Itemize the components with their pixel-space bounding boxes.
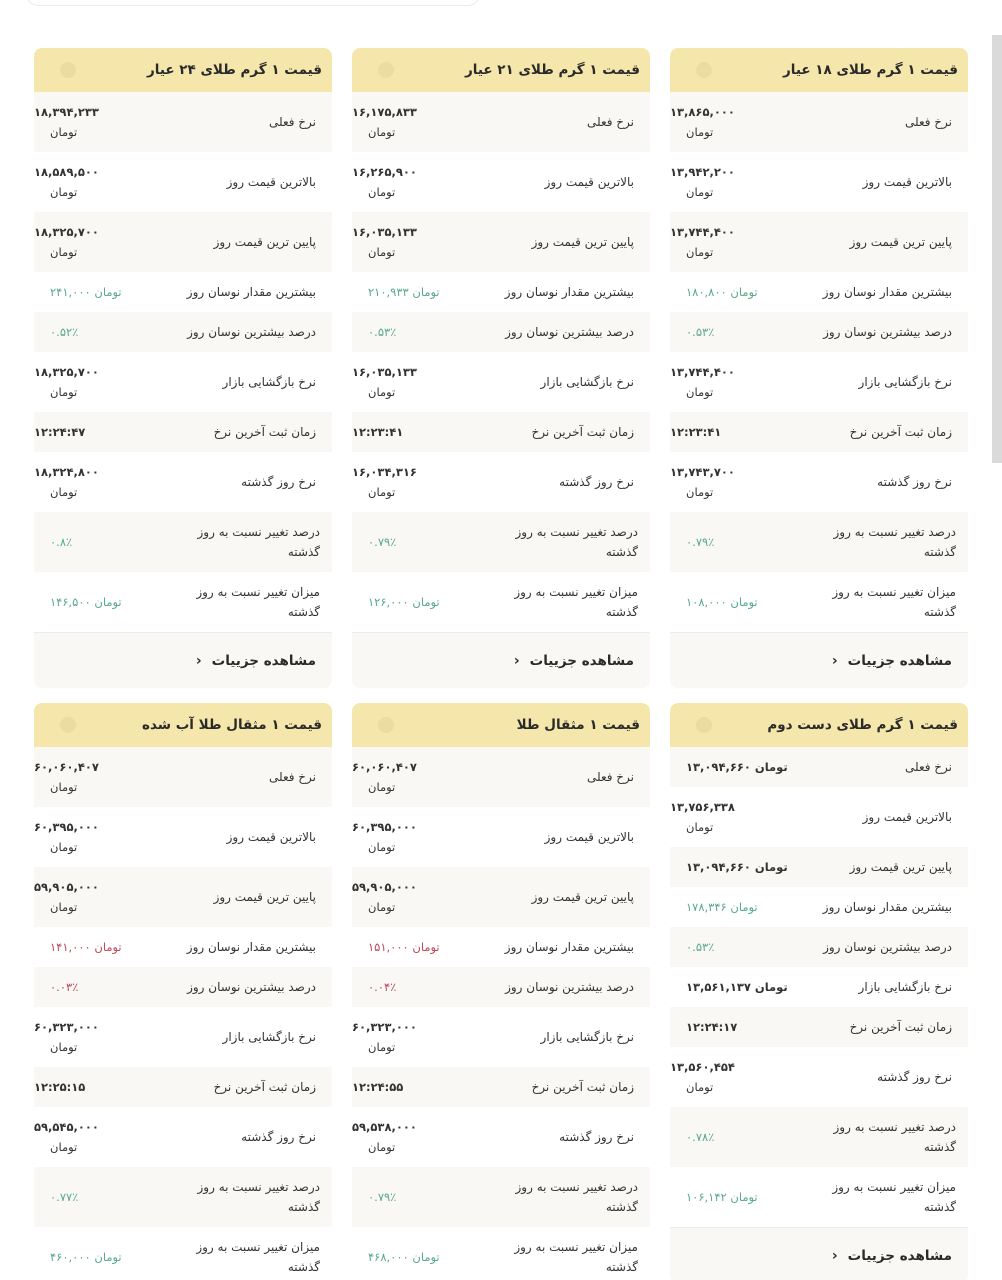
- value-open: ۱۳,۷۴۴,۴۰۰ تومان: [670, 365, 735, 399]
- value-last-time: ۱۲:۲۴:۱۷: [686, 1020, 738, 1034]
- scrollbar-thumb[interactable]: [992, 35, 1002, 463]
- label-low: پایین ترین قیمت روز: [213, 890, 316, 904]
- card-header: [352, 48, 650, 92]
- price-card-18k: [670, 48, 968, 688]
- value-max-swing: ۱۴۱,۰۰۰ تومان: [50, 940, 122, 954]
- value-change-amt: ۱۲۶,۰۰۰ تومان: [368, 595, 440, 609]
- row-max-swing: [670, 272, 968, 312]
- label-last-time: زمان ثبت آخرین نرخ: [531, 1080, 634, 1094]
- label-prev: نرخ روز گذشته: [559, 475, 634, 489]
- value-last-time: ۱۲:۲۳:۴۱: [352, 425, 404, 439]
- value-change-pct: ۰.۸٪: [50, 535, 73, 549]
- label-open: نرخ بازگشایی بازار: [858, 980, 952, 994]
- view-details-button[interactable]: [670, 632, 968, 688]
- card-title: قیمت ۱ گرم طلای ۲۴ عیار: [146, 62, 322, 78]
- value-change-amt: ۱۰۶,۱۴۲ تومان: [686, 1190, 758, 1204]
- label-low: پایین ترین قیمت روز: [531, 890, 634, 904]
- label-open: نرخ بازگشایی بازار: [540, 1030, 634, 1044]
- label-change-amt: میزان تغییر نسبت به روز گذشته: [832, 1180, 956, 1214]
- label-prev: نرخ روز گذشته: [559, 1130, 634, 1144]
- value-max-swing: ۱۷۸,۳۴۶ تومان: [686, 900, 758, 914]
- row-change-pct: [670, 512, 968, 572]
- label-change-pct: درصد تغییر نسبت به روز گذشته: [833, 525, 956, 559]
- value-high: ۶۰,۳۹۵,۰۰۰ تومان: [34, 820, 99, 854]
- label-open: نرخ بازگشایی بازار: [222, 375, 316, 389]
- label-change-amt: میزان تغییر نسبت به روز گذشته: [832, 585, 956, 619]
- row-current: [34, 747, 332, 807]
- row-prev: [670, 1047, 968, 1107]
- value-low: ۱۸,۳۲۵,۷۰۰ تومان: [34, 225, 99, 259]
- value-low: ۱۶,۰۳۵,۱۳۳ تومان: [352, 225, 417, 259]
- label-prev: نرخ روز گذشته: [241, 1130, 316, 1144]
- label-change-pct: درصد تغییر نسبت به روز گذشته: [833, 1120, 956, 1154]
- card-header: [352, 703, 650, 747]
- label-current: نرخ فعلی: [586, 770, 634, 784]
- label-current: نرخ فعلی: [268, 115, 316, 129]
- row-high: [34, 807, 332, 867]
- value-current: ۱۳,۰۹۴,۶۶۰ تومان: [686, 760, 788, 774]
- label-high: بالاترین قیمت روز: [544, 175, 634, 189]
- row-change-amt: [670, 1167, 968, 1227]
- chevron-left-icon: ‹: [831, 1247, 838, 1264]
- row-current: [352, 92, 650, 152]
- row-last-time: [352, 1067, 650, 1107]
- label-last-time: زمان ثبت آخرین نرخ: [849, 1020, 952, 1034]
- label-high: بالاترین قیمت روز: [862, 175, 952, 189]
- value-prev: ۵۹,۵۴۵,۰۰۰ تومان: [34, 1120, 99, 1154]
- row-high: [352, 807, 650, 867]
- chevron-left-icon: ‹: [195, 652, 202, 669]
- row-current: [670, 747, 968, 787]
- row-last-time: [670, 412, 968, 452]
- row-high: [670, 152, 968, 212]
- label-current: نرخ فعلی: [268, 770, 316, 784]
- row-open: [352, 1007, 650, 1067]
- row-change-pct: [352, 512, 650, 572]
- label-prev: نرخ روز گذشته: [877, 475, 952, 489]
- row-low: [670, 212, 968, 272]
- row-prev: [34, 1107, 332, 1167]
- value-change-amt: ۱۰۸,۰۰۰ تومان: [686, 595, 758, 609]
- price-card-21k: [352, 48, 650, 688]
- value-current: ۶۰,۰۶۰,۴۰۷ تومان: [352, 760, 417, 794]
- label-low: پایین ترین قیمت روز: [213, 235, 316, 249]
- row-max-swing-pct: [670, 927, 968, 967]
- row-change-pct: [34, 512, 332, 572]
- value-prev: ۵۹,۵۳۸,۰۰۰ تومان: [352, 1120, 417, 1154]
- value-max-swing: ۲۱۰,۹۳۳ تومان: [368, 285, 440, 299]
- label-max-swing-pct: درصد بیشترین نوسان روز: [187, 325, 316, 339]
- value-last-time: ۱۲:۲۳:۴۱: [670, 425, 722, 439]
- row-high: [352, 152, 650, 212]
- row-last-time: [352, 412, 650, 452]
- value-low: ۱۳,۷۴۴,۴۰۰ تومان: [670, 225, 735, 259]
- view-details-label: مشاهده جزییات: [847, 1247, 952, 1264]
- value-current: ۱۳,۸۶۵,۰۰۰ تومان: [670, 105, 735, 139]
- label-max-swing: بیشترین مقدار نوسان روز: [186, 940, 316, 954]
- view-details-button[interactable]: [670, 1227, 968, 1280]
- card-title: قیمت ۱ گرم طلای ۱۸ عیار: [782, 62, 958, 78]
- label-low: پایین ترین قیمت روز: [849, 860, 952, 874]
- row-change-pct: [670, 1107, 968, 1167]
- row-last-time: [670, 1007, 968, 1047]
- value-change-amt: ۴۶۰,۰۰۰ تومان: [50, 1250, 122, 1264]
- row-high: [34, 152, 332, 212]
- row-max-swing-pct: [352, 312, 650, 352]
- price-card-mesghal: [352, 703, 650, 1280]
- value-prev: ۱۸,۳۲۴,۸۰۰ تومان: [34, 465, 99, 499]
- label-max-swing: بیشترین مقدار نوسان روز: [822, 285, 952, 299]
- price-card-second-hand: [670, 703, 968, 1280]
- row-prev: [352, 452, 650, 512]
- row-max-swing: [352, 272, 650, 312]
- label-change-amt: میزان تغییر نسبت به روز گذشته: [514, 1240, 638, 1274]
- value-high: ۶۰,۳۹۵,۰۰۰ تومان: [352, 820, 417, 854]
- label-max-swing-pct: درصد بیشترین نوسان روز: [823, 940, 952, 954]
- row-low: [34, 212, 332, 272]
- value-last-time: ۱۲:۲۴:۴۷: [34, 425, 86, 439]
- search-box-container: [26, 0, 480, 6]
- row-change-pct: [34, 1167, 332, 1227]
- row-max-swing-pct: [670, 312, 968, 352]
- row-open: [34, 352, 332, 412]
- status-dot-icon: [378, 717, 394, 733]
- value-low: ۵۹,۹۰۵,۰۰۰ تومان: [352, 880, 417, 914]
- row-max-swing-pct: [34, 967, 332, 1007]
- value-change-pct: ۰.۷۹٪: [368, 535, 397, 549]
- value-prev: ۱۶,۰۳۴,۳۱۶ تومان: [352, 465, 417, 499]
- view-details-button[interactable]: [34, 632, 332, 688]
- value-open: ۱۳,۵۶۱,۱۳۷ تومان: [686, 980, 788, 994]
- value-current: ۱۶,۱۷۵,۸۳۳ تومان: [352, 105, 417, 139]
- label-current: نرخ فعلی: [904, 115, 952, 129]
- label-low: پایین ترین قیمت روز: [531, 235, 634, 249]
- value-current: ۱۸,۳۹۴,۲۳۳ تومان: [34, 105, 99, 139]
- row-max-swing: [670, 887, 968, 927]
- label-open: نرخ بازگشایی بازار: [540, 375, 634, 389]
- value-change-amt: ۱۴۶,۵۰۰ تومان: [50, 595, 122, 609]
- row-prev: [352, 1107, 650, 1167]
- label-max-swing: بیشترین مقدار نوسان روز: [822, 900, 952, 914]
- value-max-swing: ۲۴۱,۰۰۰ تومان: [50, 285, 122, 299]
- label-max-swing: بیشترین مقدار نوسان روز: [504, 285, 634, 299]
- label-high: بالاترین قیمت روز: [226, 830, 316, 844]
- view-details-label: مشاهده جزییات: [211, 652, 316, 669]
- value-max-swing-pct: ۰.۵۳٪: [686, 940, 715, 954]
- row-low: [352, 212, 650, 272]
- value-high: ۱۳,۷۵۶,۳۳۸ تومان: [670, 800, 735, 834]
- row-max-swing-pct: [34, 312, 332, 352]
- label-max-swing-pct: درصد بیشترین نوسان روز: [187, 980, 316, 994]
- card-header: [670, 703, 968, 747]
- label-last-time: زمان ثبت آخرین نرخ: [531, 425, 634, 439]
- value-max-swing: ۱۸۰,۸۰۰ تومان: [686, 285, 758, 299]
- row-max-swing-pct: [352, 967, 650, 1007]
- price-card-melted-mesghal: [34, 703, 332, 1280]
- label-change-pct: درصد تغییر نسبت به روز گذشته: [197, 1180, 320, 1214]
- value-low: ۵۹,۹۰۵,۰۰۰ تومان: [34, 880, 99, 914]
- label-high: بالاترین قیمت روز: [862, 810, 952, 824]
- value-max-swing-pct: ۰.۵۲٪: [50, 325, 79, 339]
- value-max-swing: ۱۵۱,۰۰۰ تومان: [368, 940, 440, 954]
- value-change-pct: ۰.۷۹٪: [368, 1190, 397, 1204]
- value-prev: ۱۳,۵۶۰,۴۵۴ تومان: [670, 1060, 735, 1094]
- status-dot-icon: [60, 717, 76, 733]
- label-change-pct: درصد تغییر نسبت به روز گذشته: [515, 525, 638, 559]
- value-open: ۱۶,۰۳۵,۱۳۳ تومان: [352, 365, 417, 399]
- label-open: نرخ بازگشایی بازار: [222, 1030, 316, 1044]
- label-max-swing-pct: درصد بیشترین نوسان روز: [823, 325, 952, 339]
- card-header: [34, 48, 332, 92]
- chevron-left-icon: ‹: [831, 652, 838, 669]
- card-title: قیمت ۱ مثقال طلا آب شده: [141, 717, 322, 733]
- view-details-button[interactable]: [352, 632, 650, 688]
- row-low: [670, 847, 968, 887]
- label-max-swing: بیشترین مقدار نوسان روز: [186, 285, 316, 299]
- row-open: [670, 352, 968, 412]
- row-last-time: [34, 1067, 332, 1107]
- value-change-amt: ۴۶۸,۰۰۰ تومان: [368, 1250, 440, 1264]
- value-open: ۶۰,۳۲۳,۰۰۰ تومان: [352, 1020, 417, 1054]
- row-max-swing: [34, 927, 332, 967]
- row-max-swing: [352, 927, 650, 967]
- label-max-swing-pct: درصد بیشترین نوسان روز: [505, 980, 634, 994]
- label-last-time: زمان ثبت آخرین نرخ: [213, 425, 316, 439]
- row-last-time: [34, 412, 332, 452]
- value-low: ۱۳,۰۹۴,۶۶۰ تومان: [686, 860, 788, 874]
- label-low: پایین ترین قیمت روز: [849, 235, 952, 249]
- status-dot-icon: [696, 717, 712, 733]
- value-open: ۶۰,۳۲۳,۰۰۰ تومان: [34, 1020, 99, 1054]
- value-prev: ۱۳,۷۴۳,۷۰۰ تومان: [670, 465, 735, 499]
- row-current: [352, 747, 650, 807]
- row-change-amt: [34, 572, 332, 632]
- card-header: [670, 48, 968, 92]
- row-change-amt: [352, 572, 650, 632]
- row-low: [34, 867, 332, 927]
- card-header: [34, 703, 332, 747]
- label-max-swing: بیشترین مقدار نوسان روز: [504, 940, 634, 954]
- chevron-left-icon: ‹: [513, 652, 520, 669]
- status-dot-icon: [378, 62, 394, 78]
- row-change-amt: [352, 1227, 650, 1280]
- value-last-time: ۱۲:۲۴:۵۵: [352, 1080, 404, 1094]
- label-change-pct: درصد تغییر نسبت به روز گذشته: [515, 1180, 638, 1214]
- value-max-swing-pct: ۰.۵۳٪: [686, 325, 715, 339]
- label-prev: نرخ روز گذشته: [241, 475, 316, 489]
- label-change-pct: درصد تغییر نسبت به روز گذشته: [197, 525, 320, 559]
- view-details-label: مشاهده جزییات: [529, 652, 634, 669]
- value-change-pct: ۰.۷۸٪: [686, 1130, 715, 1144]
- label-change-amt: میزان تغییر نسبت به روز گذشته: [196, 1240, 320, 1274]
- value-last-time: ۱۲:۲۵:۱۵: [34, 1080, 86, 1094]
- row-current: [670, 92, 968, 152]
- label-open: نرخ بازگشایی بازار: [858, 375, 952, 389]
- value-high: ۱۸,۵۸۹,۵۰۰ تومان: [34, 165, 99, 199]
- value-max-swing-pct: ۰.۰۳٪: [50, 980, 79, 994]
- label-last-time: زمان ثبت آخرین نرخ: [213, 1080, 316, 1094]
- card-title: قیمت ۱ گرم طلای ۲۱ عیار: [464, 62, 640, 78]
- label-current: نرخ فعلی: [904, 760, 952, 774]
- label-current: نرخ فعلی: [586, 115, 634, 129]
- value-current: ۶۰,۰۶۰,۴۰۷ تومان: [34, 760, 99, 794]
- status-dot-icon: [696, 62, 712, 78]
- value-change-pct: ۰.۷۷٪: [50, 1190, 79, 1204]
- value-max-swing-pct: ۰.۵۳٪: [368, 325, 397, 339]
- label-change-amt: میزان تغییر نسبت به روز گذشته: [196, 585, 320, 619]
- value-high: ۱۶,۲۶۵,۹۰۰ تومان: [352, 165, 417, 199]
- label-change-amt: میزان تغییر نسبت به روز گذشته: [514, 585, 638, 619]
- row-open: [34, 1007, 332, 1067]
- label-high: بالاترین قیمت روز: [544, 830, 634, 844]
- label-prev: نرخ روز گذشته: [877, 1070, 952, 1084]
- price-card-24k: [34, 48, 332, 688]
- view-details-label: مشاهده جزییات: [847, 652, 952, 669]
- row-prev: [670, 452, 968, 512]
- label-high: بالاترین قیمت روز: [226, 175, 316, 189]
- scrollbar[interactable]: [990, 0, 1002, 1280]
- row-change-amt: [34, 1227, 332, 1280]
- row-open: [670, 967, 968, 1007]
- status-dot-icon: [60, 62, 76, 78]
- row-max-swing: [34, 272, 332, 312]
- value-open: ۱۸,۳۲۵,۷۰۰ تومان: [34, 365, 99, 399]
- label-last-time: زمان ثبت آخرین نرخ: [849, 425, 952, 439]
- value-high: ۱۳,۹۴۲,۲۰۰ تومان: [670, 165, 735, 199]
- label-max-swing-pct: درصد بیشترین نوسان روز: [505, 325, 634, 339]
- value-change-pct: ۰.۷۹٪: [686, 535, 715, 549]
- value-max-swing-pct: ۰.۰۴٪: [368, 980, 397, 994]
- row-change-amt: [670, 572, 968, 632]
- row-prev: [34, 452, 332, 512]
- row-open: [352, 352, 650, 412]
- row-current: [34, 92, 332, 152]
- row-high: [670, 787, 968, 847]
- row-low: [352, 867, 650, 927]
- card-title: قیمت ۱ گرم طلای دست دوم: [767, 717, 958, 733]
- card-title: قیمت ۱ مثقال طلا: [516, 717, 640, 733]
- row-change-pct: [352, 1167, 650, 1227]
